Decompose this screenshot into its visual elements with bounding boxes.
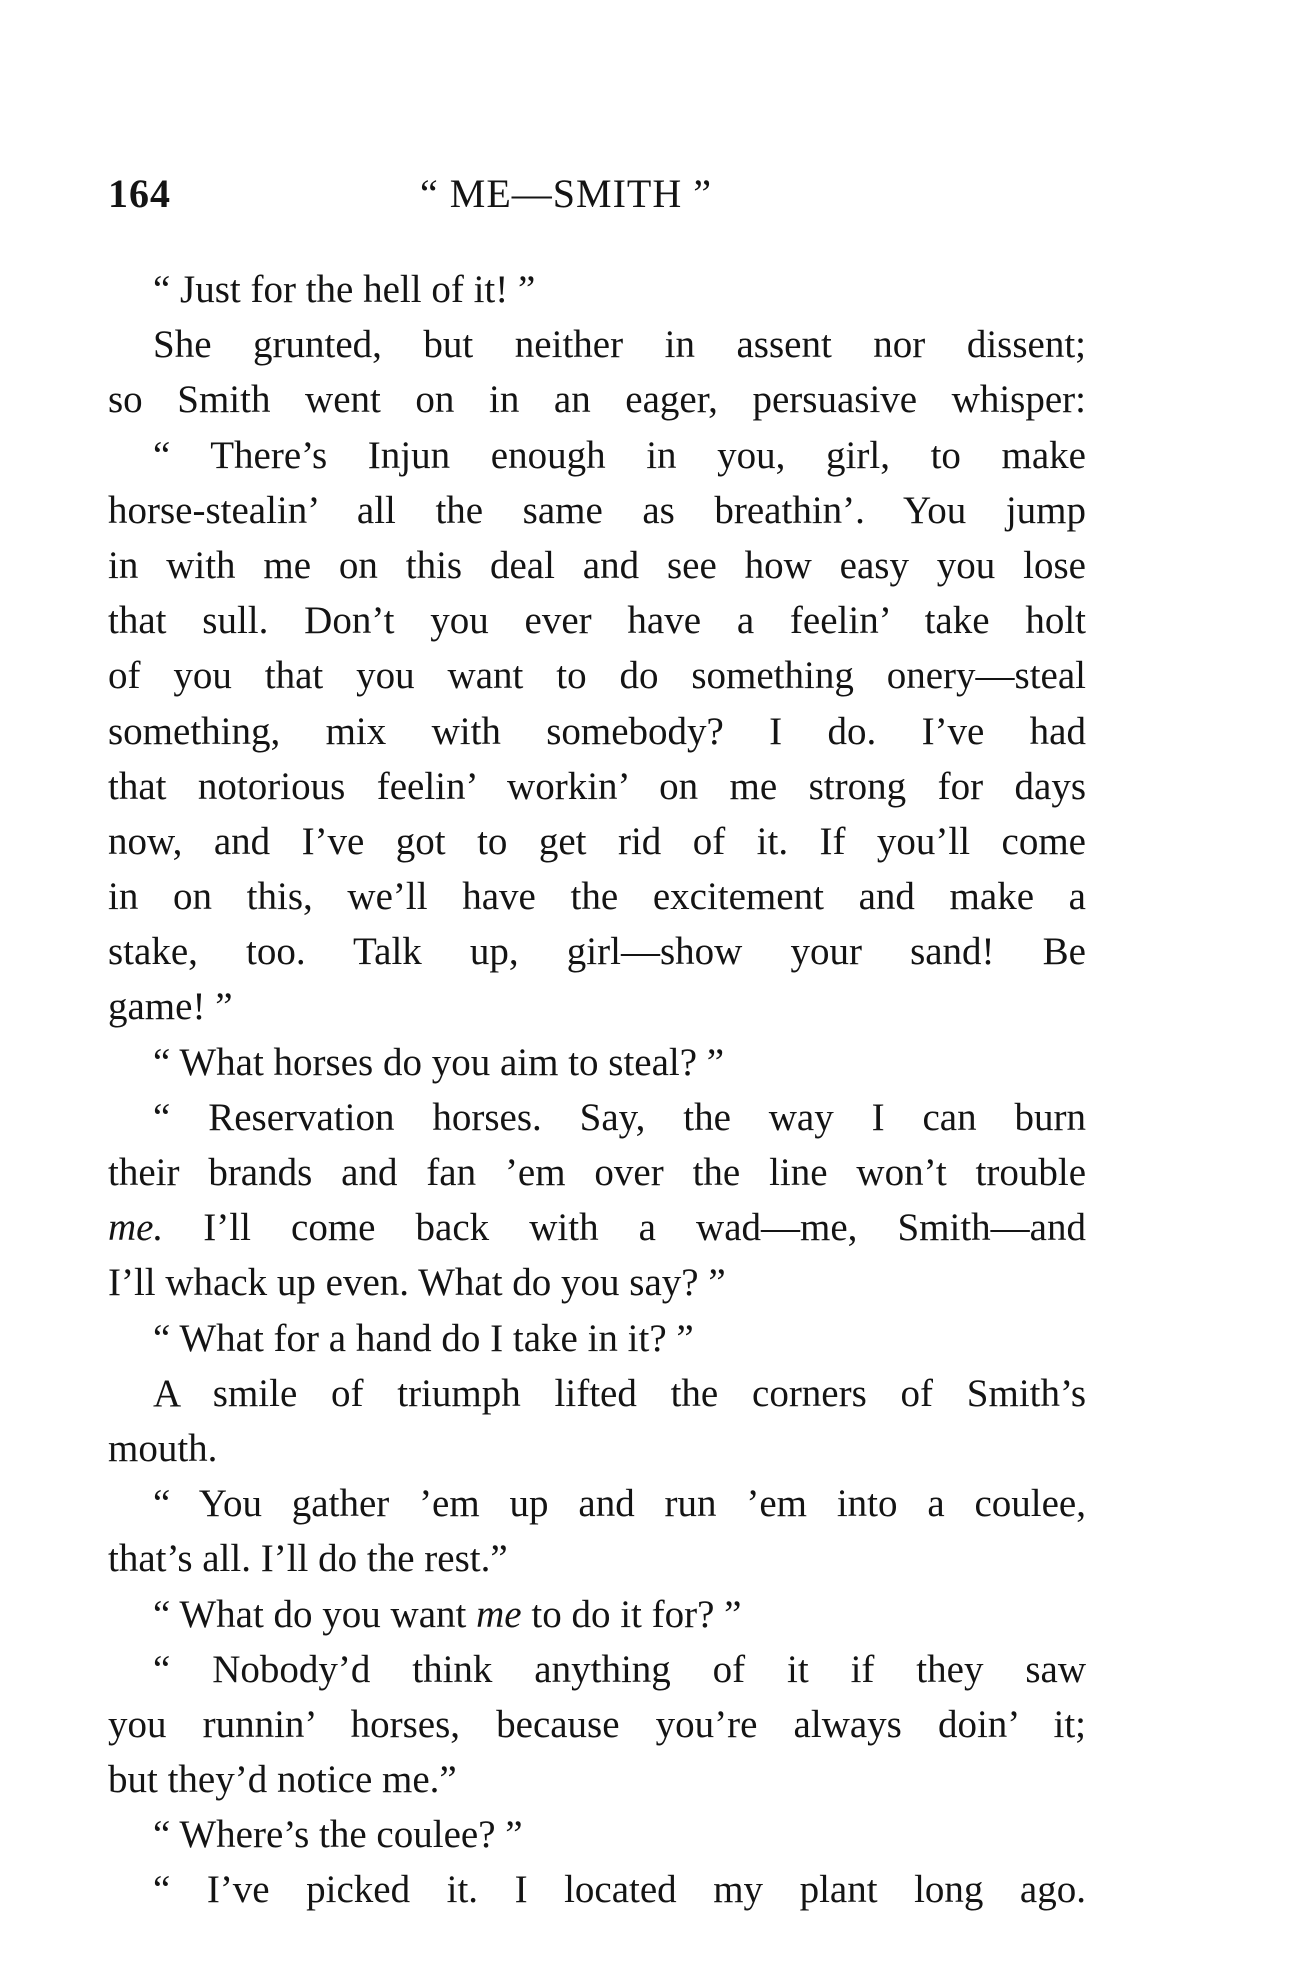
text-line: “ What horses do you aim to steal? ” <box>153 1040 725 1084</box>
text-line: but they’d notice me.” <box>108 1758 457 1802</box>
text-line: “ What do you want me to do it for? ” <box>153 1592 742 1636</box>
text-line: I’ll whack up even. What do you say? ” <box>108 1261 726 1305</box>
page-number: 164 <box>108 171 171 216</box>
text-line: that’s all. I’ll do the rest.” <box>108 1537 508 1581</box>
text-line: horse-stealin’ all the same as breathin’. You jump <box>108 488 1086 532</box>
text-line: “ What for a hand do I take in it? ” <box>153 1316 694 1360</box>
running-title: “ ME—SMITH ” <box>420 171 712 216</box>
emphasis-text: me. <box>108 1206 164 1250</box>
text-line: “ Just for the hell of it! ” <box>153 268 536 311</box>
page-header <box>108 170 1086 230</box>
emphasis-text: me <box>476 1592 522 1636</box>
text-line: something, mix with somebody? I do. I’ve had <box>108 709 1086 753</box>
text-line: “ You gather ’em up and run ’em into a coulee, <box>153 1482 1086 1526</box>
text-line: their brands and fan ’em over the line won’t trouble <box>108 1151 1086 1194</box>
text-line: now, and I’ve got to get rid of it. If you’ll come <box>108 819 1086 863</box>
text-line: that notorious feelin’ workin’ on me strong for days <box>108 764 1086 808</box>
text-line: “ There’s Injun enough in you, girl, to make <box>153 433 1086 477</box>
text-line: “ Nobody’d think anything of it if they saw <box>153 1647 1086 1691</box>
text-line: of you that you want to do something onery—steal <box>108 654 1086 698</box>
text-line: A smile of triumph lifted the corners of Smith’s <box>153 1371 1086 1415</box>
text-line: in on this, we’ll have the excitement and make a <box>108 875 1086 919</box>
text-line: stake, too. Talk up, girl—show your sand! Be <box>108 930 1086 974</box>
text-line: so Smith went on in an eager, persuasive whisper: <box>108 378 1086 422</box>
text-line: She grunted, but neither in assent nor dissent; <box>153 323 1086 367</box>
text-line: me. I’ll come back with a wad—me, Smith—and <box>108 1206 1086 1250</box>
text-line: game! ” <box>108 985 233 1029</box>
text-line: you runnin’ horses, because you’re always doin’ it; <box>108 1702 1086 1746</box>
text-line: that sull. Don’t you ever have a feelin’ take holt <box>108 599 1086 643</box>
text-line: “ Reservation horses. Say, the way I can burn <box>153 1095 1086 1139</box>
body-text <box>108 262 1086 1918</box>
text-line: “ I’ve picked it. I located my plant long ago. <box>153 1868 1086 1912</box>
text-line: mouth. <box>108 1426 218 1470</box>
text-line: “ Where’s the coulee? ” <box>153 1813 523 1857</box>
text-line: in with me on this deal and see how easy you lose <box>108 543 1086 587</box>
